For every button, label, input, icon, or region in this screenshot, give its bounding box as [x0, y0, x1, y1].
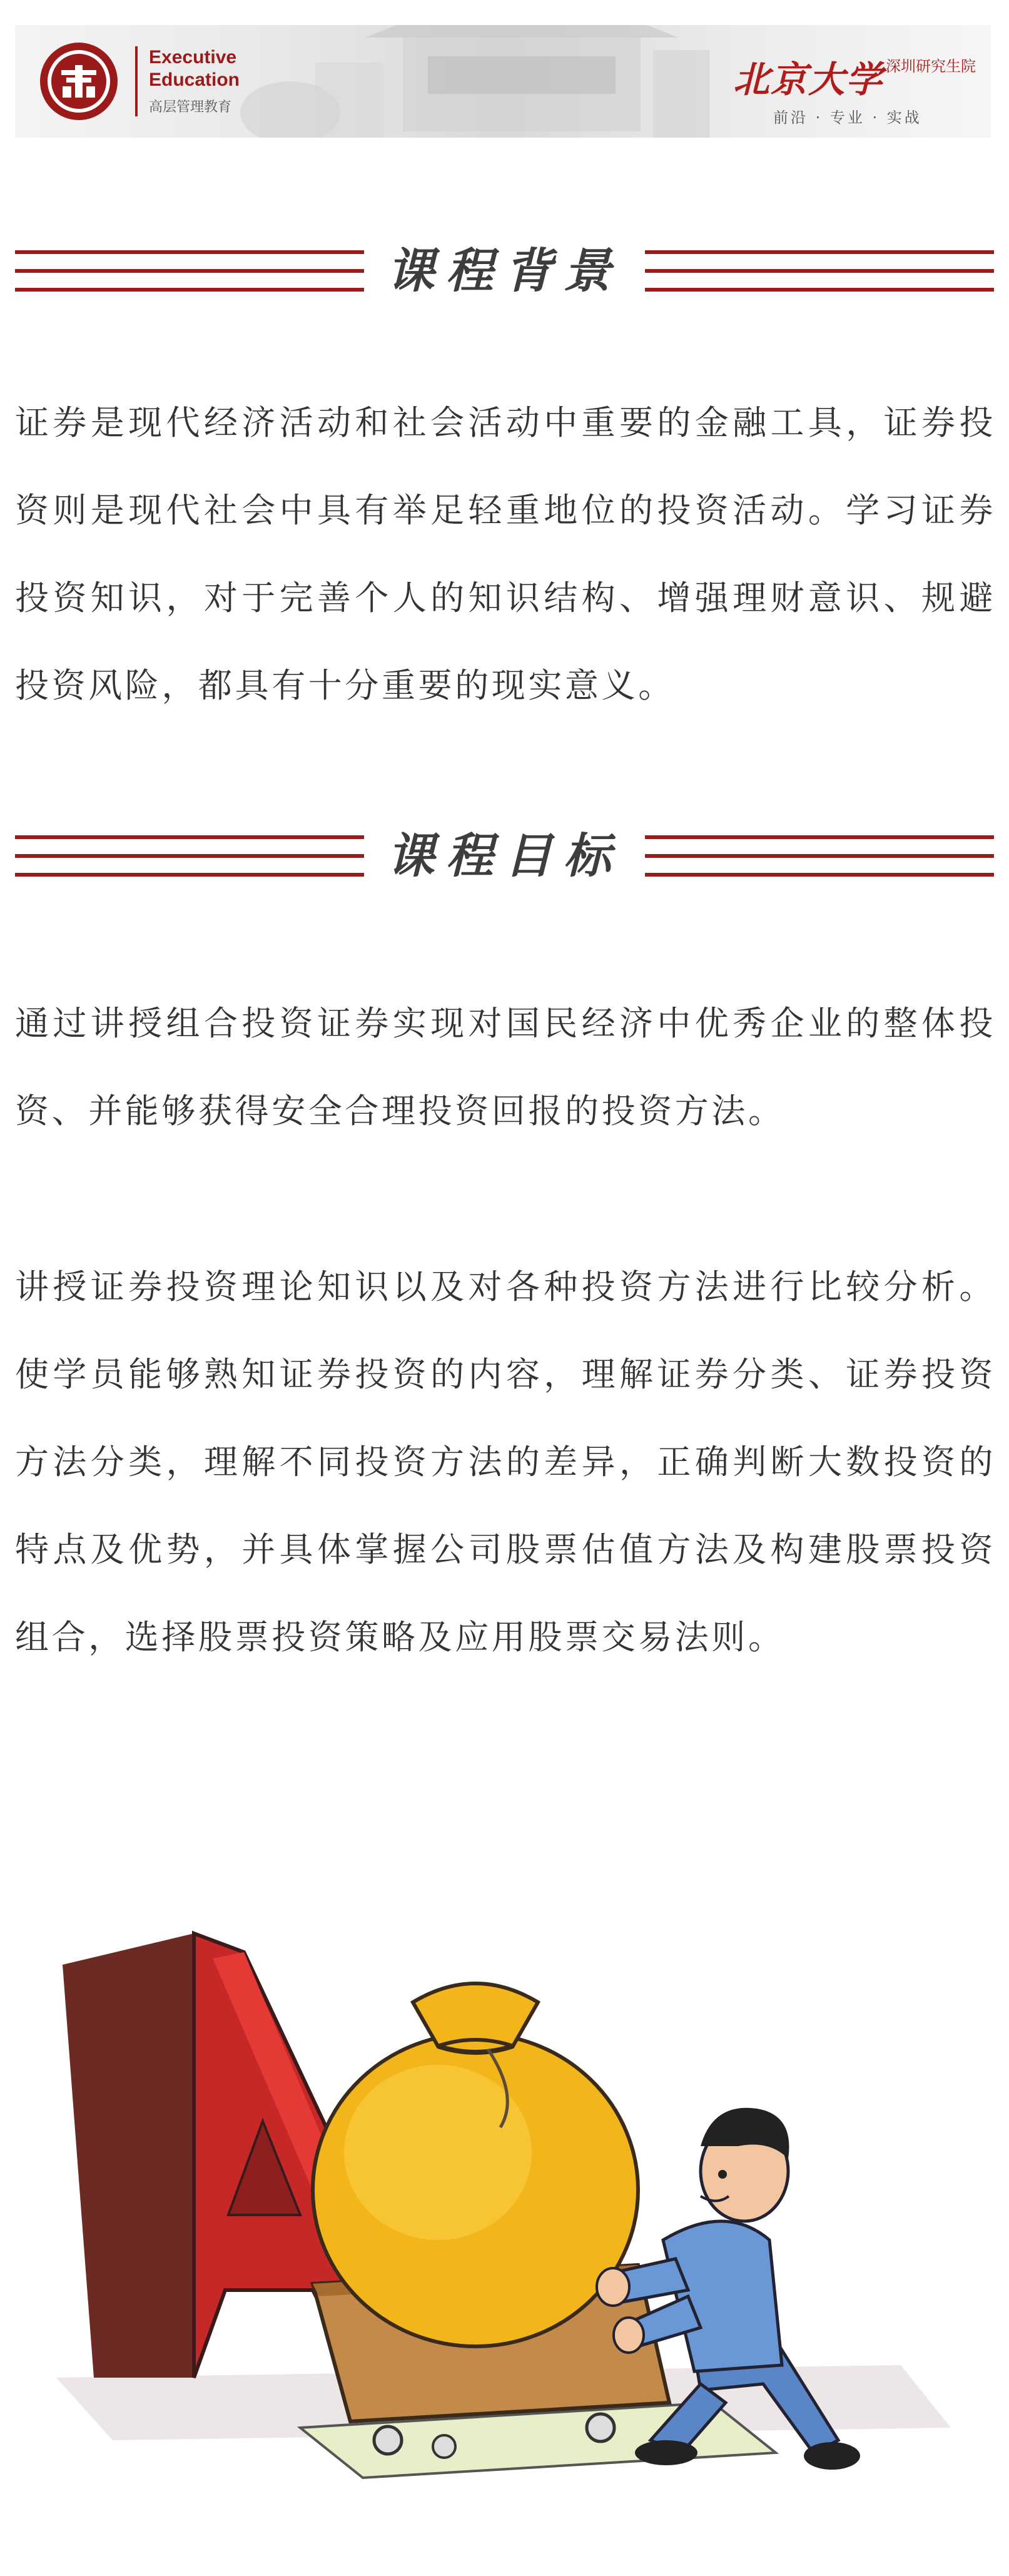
section-header-goals [15, 828, 994, 884]
section-title: 课程背景 [387, 243, 622, 298]
pku-seal-icon [38, 40, 120, 123]
banner-divider [135, 46, 138, 116]
pku-calligraphy-name: 北京大学 [733, 58, 884, 101]
section-paragraph: 通过讲授组合投资证券实现对国民经济中优秀企业的整体投资、并能够获得安全合理投资回报的投资方法。 [15, 1004, 996, 1131]
exec-cn-label: 高层管理教育 [149, 99, 232, 115]
section-header-background [15, 243, 994, 299]
section-title: 课程目标 [387, 828, 622, 883]
header-banner [15, 25, 991, 138]
exec-en-line2: Education [149, 69, 240, 90]
exec-en-line1: Executive [149, 47, 237, 68]
section-paragraph: 证券是现代经济活动和社会活动中重要的金融工具，证券投资则是现代社会中具有举足轻重地位的投资活动。学习证券投资知识，对于完善个人的知识结构、增强理财意识、规避投资风险，都具有十分重要的现实意义。 [15, 403, 996, 705]
money-bag-icon [313, 1983, 638, 2346]
pku-motto: 前沿 · 专业 · 实战 [773, 109, 922, 126]
executive-education-label [149, 46, 274, 91]
investment-illustration [38, 1890, 970, 2540]
section-paragraph: 讲授证券投资理论知识以及对各种投资方法进行比较分析。使学员能够熟知证券投资的内容，理解证券分类、证券投资方法分类，理解不同投资方法的差异，正确判断大数投资的特点及优势，并具体掌握公司股票估值方法及构建股票投资组合，选择股票投资策略及应用股票交易法则。 [15, 1267, 996, 1657]
pku-school-label: 深圳研究生院 [886, 58, 976, 75]
